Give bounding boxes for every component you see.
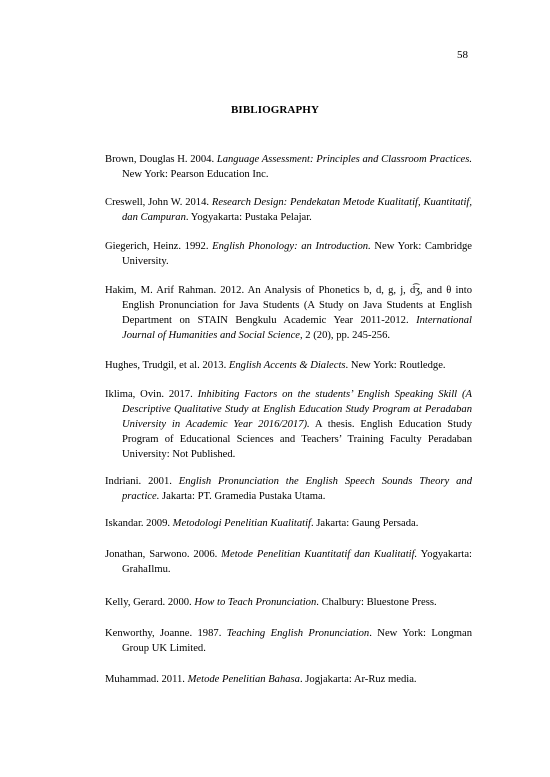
reference-entry [105, 284, 472, 344]
reference-title: Metode Penelitian Bahasa [187, 674, 300, 685]
reference-publisher: , 2 (20), pp. 245-256. [300, 329, 391, 341]
bibliography-title: BIBLIOGRAPHY [231, 104, 319, 116]
reference-entry [105, 517, 472, 532]
reference-publisher: . Yogyakarta: Pustaka Pelajar. [185, 211, 312, 223]
reference-entry [105, 673, 472, 688]
reference-author-year: Hughes, Trudgil, et al. 2013. [105, 360, 229, 371]
reference-title: Metodologi Penelitian Kualitatif [172, 518, 311, 529]
reference-title: How to Teach Pronunciation [194, 597, 317, 608]
reference-publisher: . New York: Longman Group UK Limited. [122, 628, 472, 654]
reference-author-year: Brown, Douglas H. 2004. [105, 154, 217, 165]
reference-title: English Accents & Dialects [228, 360, 346, 371]
reference-entry [105, 153, 472, 183]
reference-title: Research Design: Pendekatan Metode Kualitatif, Kuantitatif, dan Campuran [122, 197, 473, 223]
reference-author-year: Muhammad. 2011. [105, 674, 188, 685]
reference-publisher: A thesis. English Education Study Program of Educational Sciences and Teachers’ Training Faculty Peradaban University: Not Published. [122, 418, 472, 460]
reference-author-year: Kenworthy, Joanne. 1987. [105, 628, 227, 639]
reference-publisher: Jakarta: PT. Gramedia Pustaka Utama. [159, 490, 326, 502]
reference-publisher: New York: Cambridge University. [122, 241, 473, 267]
reference-publisher: . Chalbury: Bluestone Press. [316, 597, 437, 608]
reference-title: Metode Penelitian Kuantitatif dan Kualitatif. [221, 549, 418, 560]
reference-entry [105, 359, 472, 374]
reference-title: English Pronunciation the English Speech Sounds Theory and practice. [122, 476, 472, 502]
reference-author-year: Jonathan, Sarwono. 2006. [105, 549, 222, 560]
reference-title: Teaching English Pronunciation [226, 628, 370, 639]
reference-entry [105, 196, 472, 226]
reference-publisher: . Jogjakarta: Ar-Ruz media. [299, 674, 417, 685]
reference-entry [105, 388, 472, 463]
reference-author-year: Kelly, Gerard. 2000. [105, 597, 195, 608]
reference-entry [105, 627, 472, 657]
reference-author-year: Iskandar. 2009. [105, 518, 173, 529]
reference-entry [105, 240, 472, 270]
page-number: 58 [457, 49, 468, 61]
reference-author-year: Iklima, Ovin. 2017. [105, 389, 198, 400]
reference-title: Inhibiting Factors on the students’ English Speaking Skill (A Descriptive Qualitative Study at English Education Study Program at Peradaban University in Academic Year 2016/2017). [122, 389, 472, 430]
reference-author-year: Hakim, M. Arif Rahman. 2012. An Analysis of Phonetics b, d, g, j, d͡ʒ, and θ into English Pronunciation for Java Students (A Study on Java Students at English Department on STAIN Bengkulu Academic Year 2011-2012. [105, 285, 472, 326]
reference-entry [105, 548, 472, 578]
reference-author-year: Indriani. 2001. [105, 476, 179, 487]
reference-title: Language Assessment: Principles and Classroom Practices. [216, 154, 472, 165]
reference-author-year: Giegerich, Heinz. 1992. [105, 241, 213, 252]
reference-entry [105, 596, 472, 611]
reference-publisher: . New York: Routledge. [345, 360, 446, 371]
reference-entry [105, 475, 472, 505]
reference-title: English Phonology: an Introduction. [212, 241, 371, 252]
reference-author-year: Creswell, John W. 2014. [105, 197, 212, 208]
reference-publisher: Yogyakarta: GrahaIlmu. [122, 549, 472, 575]
reference-title: International Journal of Humanities and Social Science [122, 314, 472, 341]
reference-publisher: . Jakarta: Gaung Persada. [310, 518, 419, 529]
reference-publisher: New York: Pearson Education Inc. [122, 168, 269, 180]
